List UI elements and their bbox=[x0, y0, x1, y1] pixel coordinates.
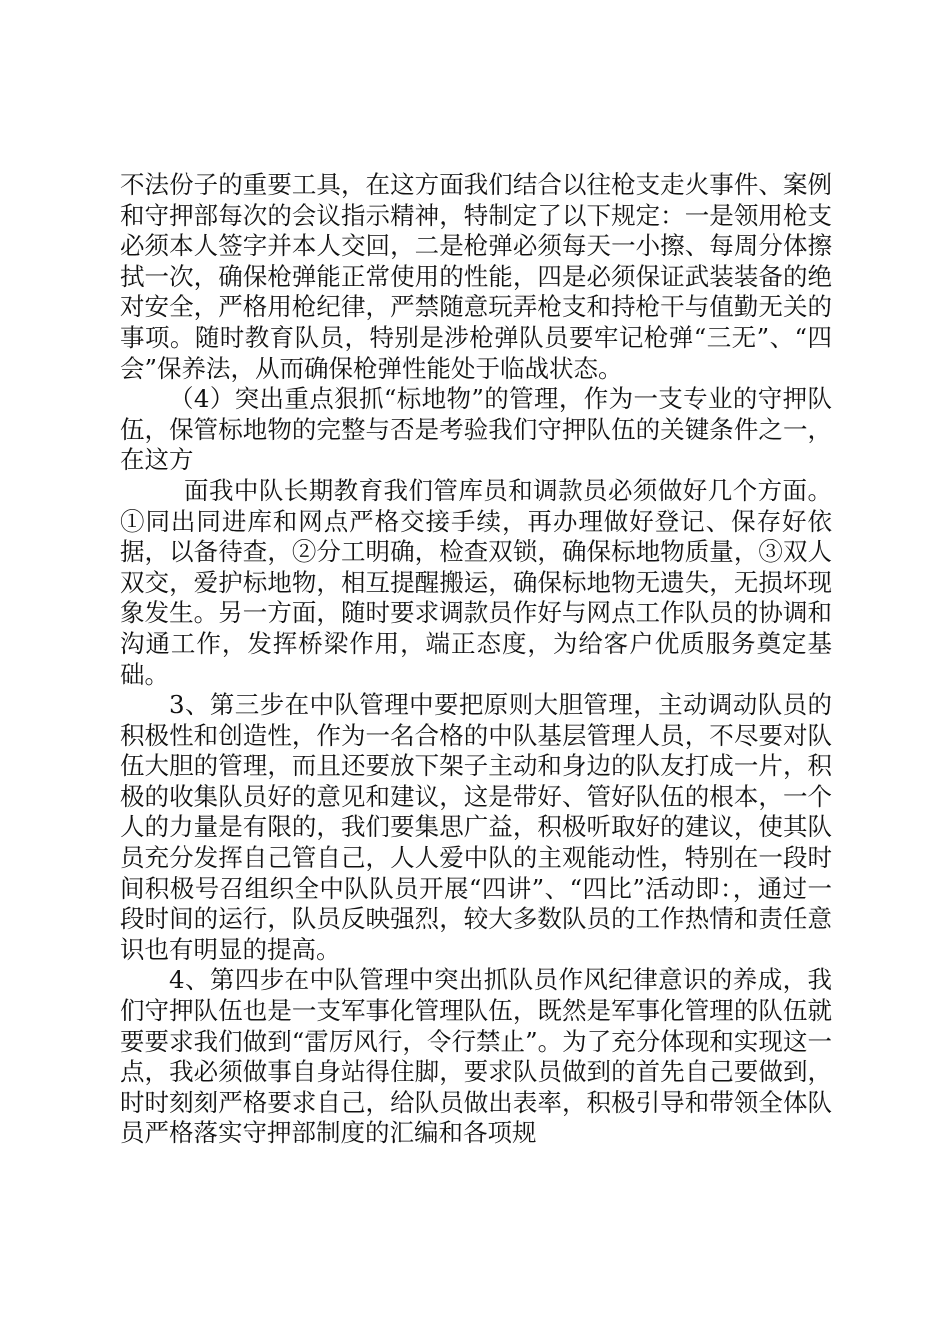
paragraph-step-3: 3、第三步在中队管理中要把原则大胆管理，主动调动队员的积极性和创造性，作为一名合格的中队基层管理人员，不尽要对队伍大胆的管理，而且还要放下架子主动和身边的队友打成一片，积极的收集队员好的意见和建议，这是带好、管好队伍的根本，一个人的力量是有限的，我们要集思广益，积极听取好的建议，使其队员充分发挥自己管自己，人人爱中队的主观能动性，特别在一段时间积极号召组织全中队队员开展“四讲”、“四比”活动即：，通过一段时间的运行，队员反映强烈，较大多数队员的工作热情和责任意识也有明显的提高。 bbox=[120, 690, 832, 964]
paragraph-item-4-heading: （4）突出重点狠抓“标地物”的管理，作为一支专业的守押队伍，保管标地物的完整与否是考验我们守押队伍的关键条件之一，在这方 bbox=[120, 384, 832, 475]
paragraph-weapons-rules: 不法份子的重要工具，在这方面我们结合以往枪支走火事件、案例和守押部每次的会议指示精神，特制定了以下规定：一是领用枪支必须本人签字并本人交回，二是枪弹必须每天一小擦、每周分体擦拭一次，确保枪弹能正常使用的性能，四是必须保证武装装备的绝对安全，严格用枪纪律，严禁随意玩弄枪支和持枪干与值勤无关的事项。随时教育队员，特别是涉枪弹队员要牢记枪弹“三无”、“四会”保养法，从而确保枪弹性能处于临战状态。 bbox=[120, 170, 832, 383]
document-body bbox=[120, 170, 832, 1149]
paragraph-item-4-details: 面我中队长期教育我们管库员和调款员必须做好几个方面。①同出同进库和网点严格交接手续，再办理做好登记、保存好依据，以备待查，②分工明确，检查双锁，确保标地物质量，③双人双交，爱护标地物，相互提醒搬运，确保标地物无遗失，无损坏现象发生。另一方面，随时要求调款员作好与网点工作队员的协调和沟通工作，发挥桥梁作用，端正态度，为给客户优质服务奠定基础。 bbox=[120, 475, 832, 689]
paragraph-step-4: 4、第四步在中队管理中突出抓队员作风纪律意识的养成，我们守押队伍也是一支军事化管理队伍，既然是军事化管理的队伍就要要求我们做到“雷厉风行，令行禁止”。为了充分体现和实现这一点，我必须做事自身站得住脚，要求队员做到的首先自己要做到，时时刻刻严格要求自己，给队员做出表率，积极引导和带领全体队员严格落实守押部制度的汇编和各项规 bbox=[120, 965, 832, 1148]
